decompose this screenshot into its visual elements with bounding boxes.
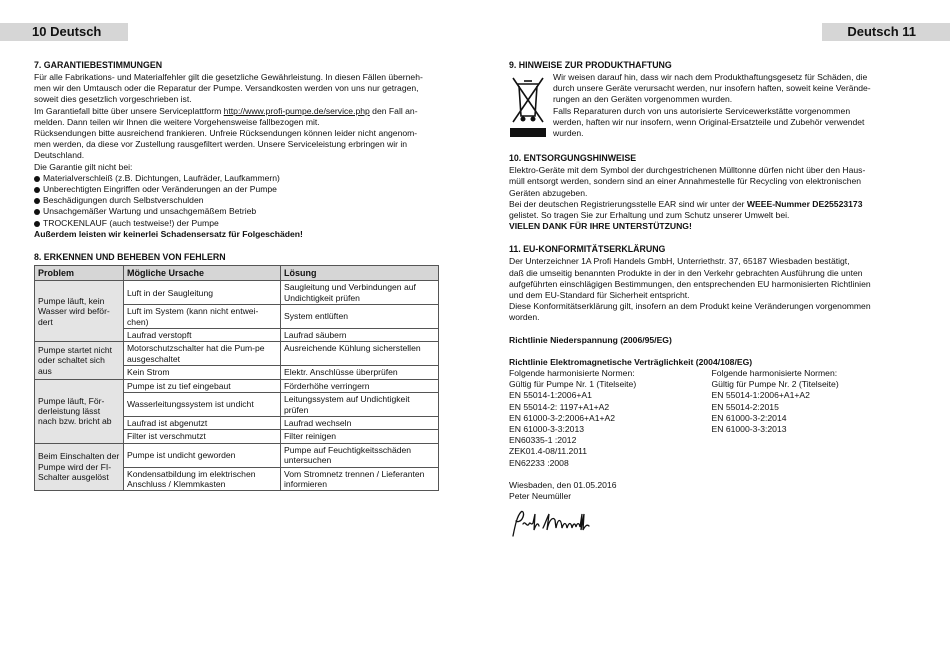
signature [509, 506, 914, 543]
paragraph-line: müll entsorgt werden, sondern sind an einer Annahmestelle für Recycling von elektronischen [509, 176, 862, 187]
paragraph-line: Elektro-Geräte mit dem Symbol der durchgestrichenen Mülltonne dürfen nicht über den Haus- [509, 165, 866, 176]
cause-cell: Laufrad ist abgenutzt [124, 416, 281, 429]
norms-pump-1 [509, 368, 712, 469]
section-liability [509, 60, 914, 141]
norms-pump-2 [712, 368, 915, 469]
paragraph-line: Rücksendungen bitte ausreichend frankieren. Unfreie Rücksendungen können leider nicht angenom- [34, 128, 418, 139]
section-title: 9. HINWEISE ZUR PRODUKTHAFTUNG [509, 60, 672, 70]
cause-cell: Pumpe ist undicht geworden [124, 443, 281, 467]
norm-line: ZEK01.4-08/11.2011 [509, 446, 588, 457]
page-header-left: 10 Deutsch [0, 23, 128, 41]
norm-line: EN 61000-3-3:2013 [509, 424, 585, 435]
section-title: 8. ERKENNEN UND BEHEBEN VON FEHLERN [34, 252, 226, 263]
paragraph-line: rungen an den Geräten vorgenommen wurden. [553, 94, 733, 105]
norm-line: EN 61000-3-3:2013 [711, 424, 787, 435]
paragraph-line: soweit dies gesetzlich vorgeschrieben ist. [34, 94, 192, 105]
paragraph-line: werden, haften wir nur insofern, wenn Original-Ersatzteile und Zubehör verwendet [553, 116, 865, 127]
list-item: Unberechtigten Eingriffen oder Veränderungen an der Pumpe [34, 184, 442, 195]
section-disposal [509, 153, 914, 232]
paragraph-line: Falls Reparaturen durch von uns autorisierte Servicewerkstätte vorgenommen [553, 105, 851, 116]
norm-line: EN 55014-1:2006+A1 [509, 390, 592, 401]
paragraph-line: worden. [509, 312, 540, 323]
right-page [509, 60, 914, 543]
paragraph-line: aufgeführten einschlägigen Bestimmungen, den entsprechenden EU harmonisierten Richtlinien [509, 278, 871, 289]
page-header-right: Deutsch 11 [822, 23, 950, 41]
cause-cell: Wasserleitungssystem ist undicht [124, 393, 281, 417]
section-title: 10. ENTSORGUNGSHINWEISE [509, 153, 637, 164]
left-page [34, 60, 442, 503]
cause-cell: Kondensatbildung im elektrischen Anschluss / Klemmkasten [124, 467, 281, 491]
norm-line: EN 61000-3-2:2006+A1+A2 [509, 412, 616, 423]
norm-line: Folgende harmonisierte Normen: [711, 368, 838, 379]
paragraph-line: gelistet. So tragen Sie zur Erhaltung und zum Schutz unserer Umwelt bei. [509, 210, 790, 221]
norm-line: EN 61000-3-2:2014 [711, 412, 787, 423]
paragraph-line: Geräten abzugeben. [509, 187, 588, 198]
section-conformity [509, 244, 914, 543]
solution-cell: Förderhöhe verringern [281, 379, 439, 392]
paragraph-line: Deutschland. [34, 150, 85, 161]
paragraph-line: Für alle Fabrikations- und Materialfehler gilt die gesetzliche Gewährleistung. In diesen Fällen überneh- [34, 72, 423, 82]
cause-cell: Motorschutzschalter hat die Pum-pe ausgeschaltet [124, 342, 281, 366]
paragraph-line: melden. Dann teilen wir Ihnen die weitere Vorgehensweise fallbezogen mit. [34, 116, 320, 127]
table-header-row [35, 266, 439, 281]
norm-line: EN 55014-1:2006+A1+A2 [711, 390, 810, 401]
solution-cell: Vom Stromnetz trennen / Lieferanten informieren [281, 467, 439, 491]
directive-low-voltage: Richtlinie Niederspannung (2006/95/EG) [509, 334, 672, 345]
solution-cell: Laufrad säubern [281, 329, 439, 342]
norm-line: EN 55014-2: 1197+A1+A2 [509, 401, 610, 412]
table-row [35, 443, 439, 467]
text: Bei der deutschen Registrierungsstelle EAR sind wir unter der [509, 198, 747, 209]
directive-emc: Richtlinie Elektromagnetische Verträglichkeit (2004/108/EG) [509, 356, 753, 367]
service-link[interactable]: http://www.profi-pumpe.de/service.php [223, 105, 370, 116]
paragraph-line: und dem EU-Standard für Sicherheit entspricht. [509, 290, 690, 301]
column-header: Problem [35, 266, 124, 281]
crossed-bin-icon [509, 72, 547, 141]
section-title: 7. GARANTIEBESTIMMUNGEN [34, 60, 163, 70]
paragraph-line: wurden. [553, 128, 584, 139]
solution-cell: Ausreichende Kühlung sicherstellen [281, 342, 439, 366]
weee-block [509, 72, 914, 141]
paragraph-line [509, 199, 914, 210]
norm-line: EN62233 :2008 [509, 457, 569, 468]
list-item: Unsachgemäßer Wartung und unsachgemäßem Betrieb [34, 206, 442, 217]
cause-cell: Filter ist verschmutzt [124, 430, 281, 443]
cause-cell: Pumpe ist zu tief eingebaut [124, 379, 281, 392]
problem-cell: Pumpe startet nicht oder schaltet sich aus [35, 342, 124, 379]
paragraph-line: men werden, da diese vor Zustellung rausgefiltert werden. Unsere Serviceleistung erbringen wir in [34, 139, 408, 150]
solution-cell: Laufrad wechseln [281, 416, 439, 429]
paragraph-line [34, 106, 442, 117]
troubleshooting-table [34, 265, 439, 491]
liability-text [553, 72, 871, 141]
signatory-name: Peter Neumüller [509, 491, 572, 502]
text: den Fall an- [369, 105, 418, 116]
table-row [35, 281, 439, 305]
solution-cell: Pumpe auf Feuchtigkeitsschäden untersuchen [281, 443, 439, 467]
exclusion-list [34, 173, 442, 229]
norm-line: Folgende harmonisierte Normen: [509, 368, 635, 379]
paragraph-line: men wir den Umtausch oder die Reparatur der Pumpe. Versandkosten werden von uns nur getragen, [34, 83, 419, 94]
list-item: TROCKENLAUF (auch testweise!) der Pumpe [34, 218, 442, 229]
solution-cell: Leitungssystem auf Undichtigkeit prüfen [281, 393, 439, 417]
norm-line: EN60335-1 :2012 [509, 435, 577, 446]
table-row [35, 342, 439, 366]
section-troubleshooting [34, 252, 442, 491]
section-title: 11. EU-KONFORMITÄTSERKLÄRUNG [509, 244, 666, 255]
thanks-note: VIELEN DANK FÜR IHRE UNTERSTÜTZUNG! [509, 221, 692, 232]
problem-cell: Pumpe läuft, För-derleistung lässt nach bzw. bricht ab [35, 379, 124, 443]
paragraph-line: Diese Konformitätserklärung gilt, insofern an dem Produkt keine Veränderungen vorgenommen [509, 301, 871, 312]
section-guarantee [34, 60, 442, 240]
paragraph-line: Der Unterzeichner 1A Profi Handels GmbH, Unterriethstr. 37, 65187 Wiesbaden bestätigt, [509, 256, 850, 267]
column-header: Lösung [281, 266, 439, 281]
solution-cell: Saugleitung und Verbindungen auf Undichtigkeit prüfen [281, 281, 439, 305]
solution-cell: Elektr. Anschlüsse überprüfen [281, 366, 439, 379]
solution-cell: System entlüften [281, 305, 439, 329]
solution-cell: Filter reinigen [281, 430, 439, 443]
problem-cell: Pumpe läuft, kein Wasser wird beför-dert [35, 281, 124, 342]
cause-cell: Luft in der Saugleitung [124, 281, 281, 305]
norm-line: EN 55014-2:2015 [711, 401, 779, 412]
cause-cell: Luft im System (kann nicht entwei-chen) [124, 305, 281, 329]
paragraph-line: daß die umseitig benannten Produkte in der in den Verkehr gebrachten Ausführung die unten [509, 267, 863, 278]
place-date: Wiesbaden, den 01.05.2016 [509, 479, 617, 490]
list-item: Materialverschleiß (z.B. Dichtungen, Laufräder, Laufkammern) [34, 173, 442, 184]
norm-line: Gültig für Pumpe Nr. 2 (Titelseite) [711, 379, 839, 390]
paragraph-line: Wir weisen darauf hin, dass wir nach dem Produkthaftungsgesetz für Schäden, die [553, 72, 868, 82]
paragraph-line: durch unsere Geräte verursacht werden, nur insofern haften, soweit keine Verände- [553, 83, 871, 94]
table-row [35, 379, 439, 392]
norms-columns [509, 368, 914, 469]
cause-cell: Laufrad verstopft [124, 329, 281, 342]
norm-line: Gültig für Pumpe Nr. 1 (Titelseite) [509, 379, 637, 390]
cause-cell: Kein Strom [124, 366, 281, 379]
closing-note: Außerdem leisten wir keinerlei Schadensersatz für Folgeschäden! [34, 228, 303, 239]
weee-number: WEEE-Nummer DE25523173 [746, 198, 863, 209]
list-item: Beschädigungen durch Selbstverschulden [34, 195, 442, 206]
text: Im Garantiefall bitte über unsere Serviceplattform [34, 105, 224, 116]
paragraph-line: Die Garantie gilt nicht bei: [34, 161, 133, 172]
column-header: Mögliche Ursache [124, 266, 281, 281]
problem-cell: Beim Einschalten der Pumpe wird der FI-Schalter ausgelöst [35, 443, 124, 491]
